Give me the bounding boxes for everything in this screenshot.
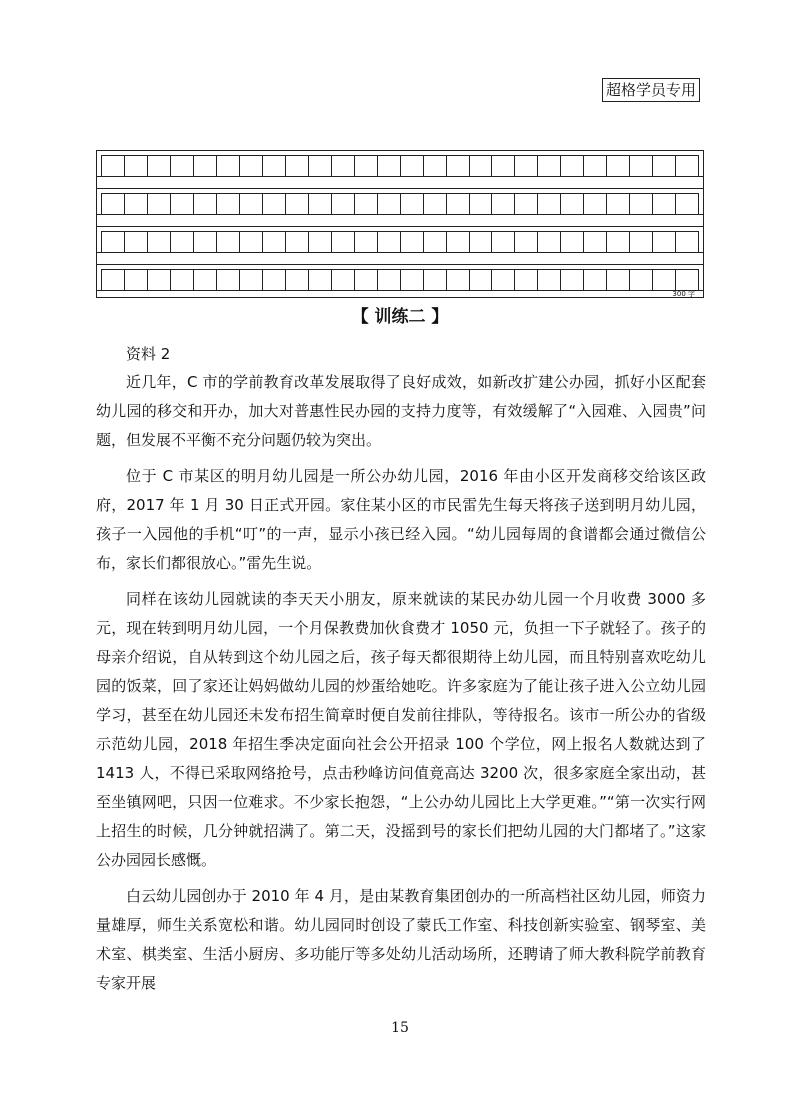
- grid-cell: [285, 269, 308, 290]
- grid-cell: [101, 269, 124, 290]
- section-title: 【 训练二 】: [351, 307, 449, 327]
- grid-cell: [170, 231, 193, 252]
- grid-cells: [101, 155, 699, 176]
- grid-cell: [560, 155, 583, 176]
- grid-cell: [170, 269, 193, 290]
- grid-cell: [331, 193, 354, 214]
- material-label: 资料 2: [126, 345, 171, 363]
- grid-cell: [331, 231, 354, 252]
- grid-cell: [285, 231, 308, 252]
- grid-cell: [354, 269, 377, 290]
- grid-cell: [262, 193, 285, 214]
- grid-cell: [629, 155, 652, 176]
- grid-cell: [491, 269, 514, 290]
- student-only-badge: 超格学员专用: [602, 78, 700, 102]
- grid-cell: [675, 155, 699, 176]
- grid-cell: [308, 155, 331, 176]
- grid-cell: [285, 193, 308, 214]
- paragraph: 白云幼儿园创办于 2010 年 4 月，是由某教育集团创办的一所高档社区幼儿园，师资力量雄厚，师生关系宽松和谐。幼儿园同时创设了蒙氏工作室、科技创新实验室、钢琴室、美术室、棋类室、生活小厨房、多功能厅等多处幼儿活动场所，还聘请了师大教科院学前教育专家开展: [96, 887, 706, 992]
- grid-cell: [147, 269, 170, 290]
- grid-cell: [354, 155, 377, 176]
- grid-cell: [216, 231, 239, 252]
- grid-cell: [377, 155, 400, 176]
- grid-cell: [469, 269, 492, 290]
- grid-cell: [377, 231, 400, 252]
- grid-cell: [101, 193, 124, 214]
- grid-cell: [124, 193, 147, 214]
- grid-cell: [629, 269, 652, 290]
- grid-cell: [491, 193, 514, 214]
- grid-cell: [583, 269, 606, 290]
- grid-cell: [537, 269, 560, 290]
- grid-cell: [606, 231, 629, 252]
- grid-cell: [675, 269, 699, 290]
- grid-cell: [331, 269, 354, 290]
- grid-cell: [354, 231, 377, 252]
- grid-cell: [537, 193, 560, 214]
- grid-cell: [400, 193, 423, 214]
- grid-cell: [216, 155, 239, 176]
- grid-cell: [147, 155, 170, 176]
- grid-cell: [652, 155, 675, 176]
- grid-cells: [101, 193, 699, 214]
- grid-cell: [193, 231, 216, 252]
- grid-cell: [560, 231, 583, 252]
- grid-cell: [193, 193, 216, 214]
- paragraph: 同样在该幼儿园就读的李天天小朋友，原来就读的某民办幼儿园一个月收费 3000 多元，现在转到明月幼儿园，一个月保教费加伙食费才 1050 元，负担一下子就轻了。孩子的母亲介绍说，自从转到这个幼儿园之后，孩子每天都很期待上幼儿园，而且特别喜欢吃幼儿园的饭菜，回了家还让妈妈做幼儿园的炒蛋给她吃。许多家庭为了能让孩子进入公立幼儿园学习，甚至在幼儿园还未发布招生简章时便自发前往排队，等待报名。该市一所公办的省级示范幼儿园，2018 年招生季决定面向社会公开招录 100 个学位，网上报名人数就达到了 1413 人，不得已采取网络抢号，点击秒峰访问值竟高达 3200 次，很多家庭全家出动，甚至坐镇网吧，只因一位难求。不少家长抱怨，“上公办幼儿园比上大学更难。”“第一次实行网上招生的时候，几分钟就招满了。第二天，没摇到号的家长们把幼儿园的大门都堵了。”这家公办园园长感慨。: [96, 590, 706, 869]
- grid-cell: [216, 193, 239, 214]
- grid-cell: [239, 231, 262, 252]
- word-count-label: 300 字: [672, 290, 695, 298]
- grid-cell: [652, 231, 675, 252]
- grid-cell: [124, 269, 147, 290]
- paragraph: 近几年，C 市的学前教育改革发展取得了良好成效，如新改扩建公办园，抓好小区配套幼儿园的移交和开办，加大对普惠性民办园的支持力度等，有效缓解了“入园难、入园贵”问题，但发展不平衡不充分问题仍较为突出。: [96, 373, 706, 449]
- grid-cell: [514, 231, 537, 252]
- grid-cell: [583, 193, 606, 214]
- grid-cell: [514, 155, 537, 176]
- page-number: 15: [391, 1020, 409, 1036]
- grid-cell: [308, 231, 331, 252]
- grid-cell: [560, 193, 583, 214]
- grid-cell: [101, 231, 124, 252]
- grid-cell: [446, 269, 469, 290]
- grid-cells: [101, 269, 699, 290]
- grid-cell: [583, 155, 606, 176]
- grid-cell: [652, 269, 675, 290]
- grid-cell: [377, 193, 400, 214]
- grid-footer: [96, 290, 704, 298]
- grid-cell: [606, 155, 629, 176]
- grid-cell: [124, 231, 147, 252]
- grid-row: [96, 188, 704, 214]
- grid-cell: [675, 231, 699, 252]
- grid-cell: [400, 231, 423, 252]
- grid-cell: [308, 193, 331, 214]
- grid-cell: [583, 231, 606, 252]
- grid-cell: [400, 269, 423, 290]
- grid-cell: [239, 269, 262, 290]
- grid-row: [96, 150, 704, 176]
- grid-cell: [446, 231, 469, 252]
- grid-cell: [400, 155, 423, 176]
- grid-cell: [606, 193, 629, 214]
- grid-cell: [331, 155, 354, 176]
- grid-cell: [193, 155, 216, 176]
- paragraph: 位于 C 市某区的明月幼儿园是一所公办幼儿园，2016 年由小区开发商移交给该区政府，2017 年 1 月 30 日正式开园。家住某小区的市民雷先生每天将孩子送到明月幼儿园，孩子一入园他的手机“叮”的一声，显示小孩已经入园。“幼儿园每周的食谱都会通过微信公布，家长们都很放心。”雷先生说。: [96, 467, 706, 572]
- material-content: [96, 368, 706, 1005]
- grid-cell: [537, 155, 560, 176]
- grid-cell: [308, 269, 331, 290]
- answer-grid: [96, 150, 704, 298]
- grid-cell: [469, 231, 492, 252]
- grid-cell: [147, 193, 170, 214]
- grid-cell: [262, 231, 285, 252]
- grid-cell: [216, 269, 239, 290]
- grid-cell: [170, 193, 193, 214]
- grid-cell: [469, 155, 492, 176]
- grid-cell: [514, 269, 537, 290]
- grid-gap: [96, 214, 704, 226]
- grid-cell: [423, 231, 446, 252]
- grid-gap: [96, 176, 704, 188]
- grid-cell: [675, 193, 699, 214]
- grid-cell: [239, 155, 262, 176]
- grid-cell: [262, 269, 285, 290]
- grid-cell: [239, 193, 262, 214]
- grid-cell: [285, 155, 308, 176]
- grid-cell: [629, 231, 652, 252]
- grid-cell: [423, 193, 446, 214]
- grid-cell: [537, 231, 560, 252]
- grid-cell: [124, 155, 147, 176]
- grid-row: [96, 226, 704, 252]
- grid-cell: [491, 155, 514, 176]
- grid-cell: [147, 231, 170, 252]
- grid-cell: [354, 193, 377, 214]
- grid-cell: [560, 269, 583, 290]
- grid-cell: [629, 193, 652, 214]
- grid-cell: [423, 155, 446, 176]
- grid-cell: [652, 193, 675, 214]
- grid-cell: [170, 155, 193, 176]
- grid-cell: [491, 231, 514, 252]
- grid-cells: [101, 231, 699, 252]
- grid-cell: [193, 269, 216, 290]
- grid-cell: [446, 155, 469, 176]
- grid-cell: [423, 269, 446, 290]
- grid-cell: [446, 193, 469, 214]
- grid-cell: [514, 193, 537, 214]
- grid-cell: [606, 269, 629, 290]
- grid-gap: [96, 252, 704, 264]
- grid-cell: [377, 269, 400, 290]
- grid-cell: [469, 193, 492, 214]
- grid-cell: [262, 155, 285, 176]
- grid-row: [96, 264, 704, 290]
- grid-cell: [101, 155, 124, 176]
